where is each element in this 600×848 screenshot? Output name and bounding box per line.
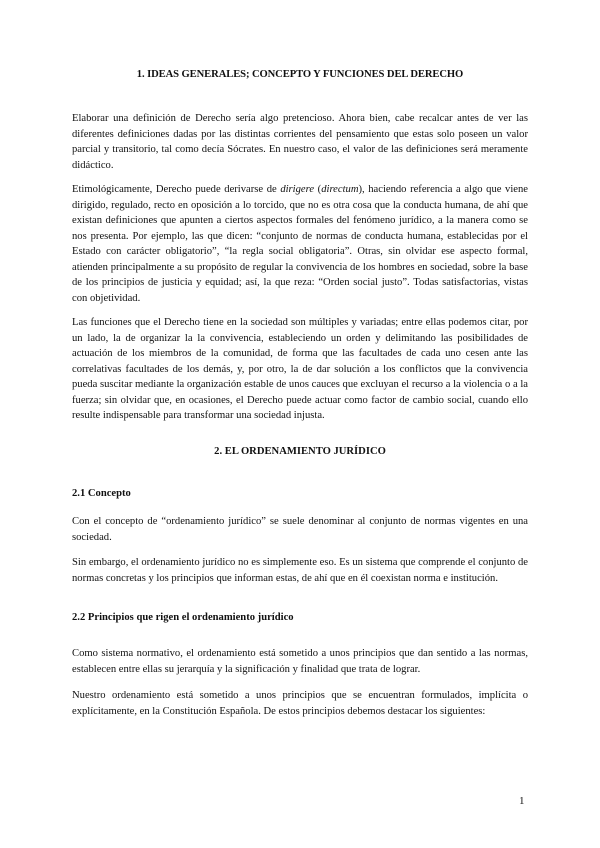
section-1-heading: 1. IDEAS GENERALES; CONCEPTO Y FUNCIONES DEL DERECHO [136,69,464,80]
term-dirigere: dirigere [280,184,315,195]
paragraph-constitution: Nuestro ordenamiento está sometido a unos principios que se encuentran formulados, implícita o explícitamente, en la Constitución Española. De estos principios debemos destacar los siguientes: [72,690,528,717]
paragraph-concept: Con el concepto de “ordenamiento jurídico” se suele denominar al conjunto de normas vigentes en una sociedad. [72,516,528,543]
paragraph-system: Sin embargo, el ordenamiento jurídico no es simplemente eso. Es un sistema que comprende el conjunto de normas concretas y los principios que informan estas, de ahí que en él coexistan norma e institución. [72,557,528,584]
paragraph-functions: Las funciones que el Derecho tiene en la sociedad son múltiples y variadas; entre ellas podemos citar, por un lado, la de organizar la la convivencia, estableciendo un orden y delimitando las posibilidades de actuación de los miembros de la comunidad, de forma que las facultades de cada uno cesen ante las correlativas facultades de los demás, y, por otro, la de dar solución a los conflictos que la convivencia pueda suscitar mediante la organización estable de unos cauces que excluyan el recurso a la violencia o a la fuerza; sin olvidar que, en ocasiones, el Derecho puede actuar como factor de cambio social, cuando ello resulte indispensable para transformar una sociedad injusta. [72,317,528,421]
paragraph-etymology [72,182,528,306]
paragraph-etymology-part-b: ( [314,184,322,195]
section-2-heading: 2. EL ORDENAMIENTO JURÍDICO [214,446,386,457]
paragraph-normative-system: Como sistema normativo, el ordenamiento está sometido a unos principios que dan sentido a las normas, establecen entre ellas su jerarquía y la significación y finalidad que trata de lograr. [72,648,528,675]
paragraph-etymology-part-c: ), haciendo referencia a algo que viene dirigido, regulado, recto en oposición a lo torcido, que no es otra cosa que la conducta humana, de ahí que existan definiciones que apunten a ciertos aspectos formales del fenómeno jurídico, a la manera como se nos presenta. Por ejemplo, las que dicen: “conjunto de normas de conducta humana, establecidas por el Estado con carácter obligatorio”, “la regla social obligatoria”. Otras, sin olvidar ese aspecto formal, atienden principalmente a su propósito de regular la convivencia de los hombres en sociedad, sobre la base de los principios de justicia y equidad; así, la que reza: “Orden social justo”. Todas satisfactorias, vistas con objetividad. [72,184,528,304]
term-directum: directum [321,184,359,195]
page-number: 1 [519,795,525,807]
paragraph-definition: Elaborar una definición de Derecho sería algo pretencioso. Ahora bien, cabe recalcar antes de ver las diferentes definiciones dadas por las distintas corrientes del pensamiento que estas solo poseen un valor parcial y transitorio, tal como decía Sócrates. En nuestro caso, el valor de las definiciones será meramente didáctico. [72,113,528,171]
subsection-2-1-heading: 2.1 Concepto [72,488,131,499]
subsection-2-2-heading: 2.2 Principios que rigen el ordenamiento jurídico [72,612,294,623]
paragraph-etymology-part-a: Etimológicamente, Derecho puede derivarse de [72,184,281,195]
